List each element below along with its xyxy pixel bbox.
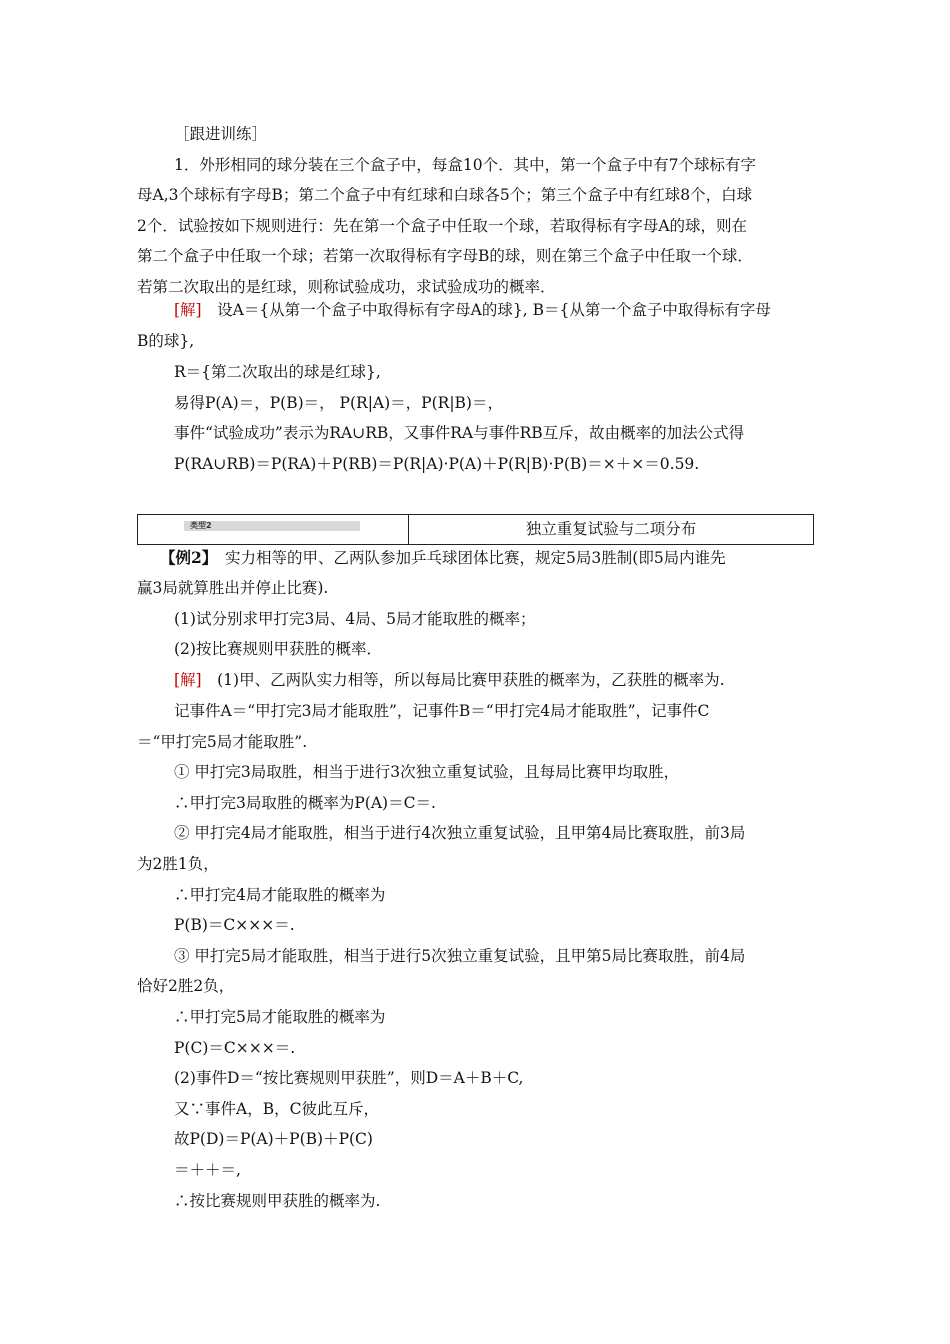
- text-line: ∴甲打完4局才能取胜的概率为: [174, 885, 386, 904]
- text-line: P(RA∪RB)＝P(RA)＋P(RB)＝P(R|A)·P(A)＋P(R|B)·P(B)＝×＋×＝0.59.: [174, 455, 700, 474]
- section-title: 独立重复试验与二项分布: [525, 520, 697, 538]
- solution-1-first-line: [174, 300, 854, 320]
- example-first-line: [160, 548, 840, 568]
- solution-2-label: [解]: [174, 671, 202, 689]
- text-line: ② 甲打完4局才能取胜，相当于进行4次独立重复试验，且甲第4局比赛取胜，前3局: [174, 824, 746, 843]
- text-line: 易得P(A)＝，P(B)＝， P(R|A)＝，P(R|B)＝，: [174, 393, 503, 412]
- solution-2-first-line: [174, 670, 854, 690]
- section-tag: 类型2: [184, 521, 360, 531]
- text-line: ∴甲打完3局取胜的概率为P(A)＝C＝.: [174, 793, 436, 812]
- text-line: B的球},: [137, 332, 195, 350]
- text-line: (2)事件D＝“按比赛规则甲获胜”，则D＝A＋B＋C,: [174, 1069, 524, 1088]
- text-line: 1．外形相同的球分装在三个盒子中，每盒10个．其中，第一个盒子中有7个球标有字: [174, 155, 756, 174]
- section-header-table: [137, 514, 814, 545]
- text-line: 若第二次取出的是红球，则称试验成功，求试验成功的概率．: [137, 278, 556, 296]
- text-line: P(B)＝C×××＝.: [174, 916, 295, 935]
- text-line: 记事件A＝“甲打完3局才能取胜”，记事件B＝“甲打完4局才能取胜”，记事件C: [174, 702, 710, 720]
- section-tag-cell: [138, 515, 409, 544]
- text-line: ① 甲打完3局取胜，相当于进行3次独立重复试验，且每局比赛甲均取胜，: [174, 763, 680, 782]
- solution-2-text: (1)甲、乙两队实力相等，所以每局比赛甲获胜的概率为，乙获胜的概率为.: [217, 671, 725, 689]
- text-line: 为2胜1负，: [137, 855, 219, 873]
- solution-label: [解]: [174, 301, 202, 319]
- text-line: 第二个盒子中任取一个球；若第一次取得标有字母B的球，则在第三个盒子中任取一个球．: [137, 247, 753, 266]
- example-text: 实力相等的甲、乙两队参加乒乓球团体比赛，规定5局3胜制(即5局内谁先: [209, 549, 726, 567]
- text-line: P(C)＝C×××＝.: [174, 1038, 296, 1057]
- solution-1-text: 设A＝{从第一个盒子中取得标有字母A的球}, B＝{从第一个盒子中取得标有字母: [217, 301, 771, 319]
- text-line: ＝“甲打完5局才能取胜”.: [137, 732, 308, 751]
- text-line: 赢3局就算胜出并停止比赛).: [137, 579, 329, 597]
- text-line: (1)试分别求甲打完3局、4局、5局才能取胜的概率；: [174, 609, 536, 628]
- text-line: 恰好2胜2负，: [137, 977, 235, 996]
- text-line: 又∵事件A，B，C彼此互斥，: [174, 1099, 379, 1118]
- text-line: ［跟进训练］: [174, 125, 268, 143]
- text-line: 母A,3个球标有字母B；第二个盒子中有红球和白球各5个；第三个盒子中有红球8个，白球: [137, 186, 753, 205]
- text-line: 事件“试验成功”表示为RA∪RB，又事件RA与事件RB互斥，故由概率的加法公式得: [174, 424, 745, 443]
- text-line: ∴甲打完5局才能取胜的概率为: [174, 1008, 386, 1026]
- text-line: ③ 甲打完5局才能取胜，相当于进行5次独立重复试验，且甲第5局比赛取胜，前4局: [174, 946, 746, 965]
- text-line: (2)按比赛规则甲获胜的概率．: [174, 640, 382, 658]
- text-line: ∴按比赛规则甲获胜的概率为.: [174, 1191, 381, 1210]
- text-line: ＝＋＋＝,: [174, 1161, 241, 1179]
- text-line: R＝{第二次取出的球是红球},: [174, 362, 381, 381]
- example-label: 【例2】: [160, 548, 210, 567]
- text-line: 故P(D)＝P(A)＋P(B)＋P(C): [174, 1130, 373, 1149]
- text-line: 2个．试验按如下规则进行：先在第一个盒子中任取一个球，若取得标有字母A的球，则在: [137, 216, 748, 235]
